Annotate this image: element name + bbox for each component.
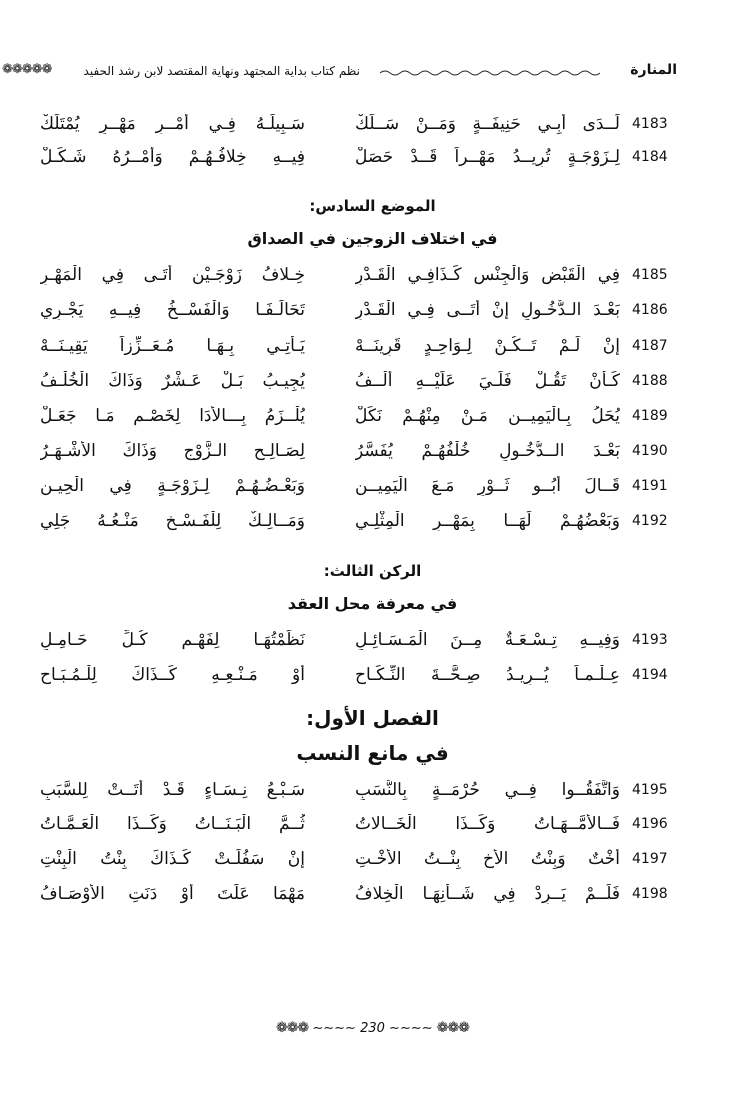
verse-row — [0, 404, 745, 436]
verse-number: 4187 — [632, 338, 668, 354]
first-hemistich: أُخْتٌ وَبِنْتُ الأَخِ بِنْــتُ الأُخْـتِ — [355, 849, 620, 869]
footer-ornament-left: ❁❁❁ — [276, 1020, 309, 1036]
verse-row — [0, 847, 745, 879]
second-hemistich: سَـبِيلَـهُ فِـي أَمْــرِ مَهْــرٍ يُمْتَلَكْ — [40, 114, 305, 134]
verse-number: 4192 — [632, 513, 668, 529]
verse-row — [0, 663, 745, 695]
verse-number: 4193 — [632, 632, 668, 648]
verse-row — [0, 298, 745, 330]
chapter-heading: الفصل الأول: — [306, 706, 439, 730]
wave-divider — [380, 68, 600, 78]
second-hemistich: نَظَمْتُهَـا لِفَهْـمِ كُـلِّ حَـامِـلِ — [40, 630, 305, 650]
footer-rule-left: ∼∼∼∼ — [312, 1021, 356, 1036]
first-hemistich: وَفِيــهِ تِـسْـعَـةٌ مِــنَ الْمَـسَـائِـلِ — [355, 630, 620, 650]
section-subheading: في اختلاف الزوجين في الصداق — [247, 229, 498, 248]
section-heading: الموضع السادس: — [309, 197, 436, 215]
verse-row — [0, 474, 745, 506]
verse-row — [0, 812, 745, 844]
first-hemistich: لِـزَوْجَـةٍ تُرِيــدُ مَهْــراً قَــدْ حَصَلْ — [355, 147, 620, 167]
second-hemistich: أَوْ مَـنْـعِـهِ كَــذَاكَ لِلْـمُـبَـاحِ — [40, 665, 305, 685]
verse-number: 4189 — [632, 408, 668, 424]
verse-number: 4188 — [632, 373, 668, 389]
second-hemistich: مَهْمَا عَلَتَ أَوْ دَنَتِ الأَوْصَـافُ — [40, 884, 305, 904]
second-hemistich: يُلْــزَمُ بِـــالأَدَا لِخَصْـمٍ مَـا جَعَـلْ — [40, 406, 305, 426]
verse-row — [0, 509, 745, 541]
footer-ornament-right: ❁❁❁ — [436, 1020, 469, 1036]
second-hemistich: يَـأْتِـي بِـهَـا مُـعَــزِّزاً يَقِيـنَــهْ — [40, 336, 305, 356]
verse-row — [0, 263, 745, 295]
verse-number: 4186 — [632, 302, 668, 318]
first-hemistich: فَــالأُمَّــهَـاتُ وَكَــذَا الْخَــالاتُ — [355, 814, 620, 834]
verse-row — [0, 439, 745, 471]
verse-row — [0, 369, 745, 401]
verse-number: 4197 — [632, 851, 668, 867]
second-hemistich: خِـلافُ زَوْجَـيْنِ أَتَـى فِي الْمَهْـرِ — [40, 265, 305, 285]
verse-number: 4195 — [632, 782, 668, 798]
first-hemistich: وَاتَّفَقُــوا فِــي حُرْمَــةٍ بِالنَّسَبِ — [355, 780, 620, 800]
first-hemistich: عِـلْـمـاً يُــرِيـدُ صِـحَّــةَ النِّـكَـاحِ — [355, 665, 620, 685]
first-hemistich: فَلَــمْ يَــرِدْ فِي شَــأْنِهَـا الْخِلافُ — [355, 884, 620, 904]
verse-row — [0, 145, 745, 177]
verse-number: 4183 — [632, 116, 668, 132]
first-hemistich: كَـأَنْ تَقُـلْ فَلَـيَ عَلَيْــهِ أَلْــفُ — [355, 371, 620, 391]
book-title: نظم كتاب بداية المجتهد ونهاية المقتصد لابن رشد الحفيد — [83, 64, 360, 78]
running-title: المنارة — [630, 62, 677, 78]
first-hemistich: إِنْ لَـمْ تَــكُـنْ لِـوَاحِـدٍ قَرِينَــهْ — [355, 336, 620, 356]
first-hemistich: قَــالَ أَبُــو ثَــوْرٍ مَـعَ الْيَمِيــنِ — [355, 476, 620, 496]
second-hemistich: سَـبْـعُ نِـسَـاءٍ قَـدْ أَتَــتْ لِلسَّبَبِ — [40, 780, 305, 800]
page-footer — [0, 1020, 745, 1036]
second-hemistich: تَحَالَـفَـا وَالْفَسْــخُ فِيــهِ يَجْـرِي — [40, 300, 305, 320]
verse-number: 4194 — [632, 667, 668, 683]
verse-row — [0, 882, 745, 914]
verse-row — [0, 334, 745, 366]
section-heading: الركن الثالث: — [323, 562, 422, 580]
second-hemistich: إِنْ سَفُلَـتْ كَـذَاكَ بِنْتُ الْبِنْتِ — [40, 849, 305, 869]
verse-number: 4198 — [632, 886, 668, 902]
chapter-subheading: في مانع النسب — [296, 741, 449, 765]
second-hemistich: فِيــهِ خِلافُـهُـمْ وَأَمْــرُهُ شَـكَـلْ — [40, 147, 305, 167]
second-hemistich: يُجِيـبُ بَـلْ عَـشْرٌ وَذَاكَ الْخُلْـفُ — [40, 371, 305, 391]
verse-row — [0, 112, 745, 144]
verse-row — [0, 778, 745, 810]
first-hemistich: وَبَعْضُهُـمْ لَهَــا بِمَهْــرِ الْمِثْلِـي — [355, 511, 620, 531]
first-hemistich: فِي الْقَبْضِ وَالْجِنْسِ كَـذَافِـي الْقَـدْرِ — [355, 265, 620, 285]
footer-rule-right: ∼∼∼∼ — [389, 1021, 433, 1036]
first-hemistich: بَعْـدَ الـدُّخُـولِ إِنْ أَتَــى فِـي الْقَـدْرِ — [355, 300, 620, 320]
verse-number: 4185 — [632, 267, 668, 283]
second-hemistich: لِصَـالِـحِ الـزَّوْجِ وَذَاكَ الأَشْـهَـرُ — [40, 441, 305, 461]
verse-number: 4191 — [632, 478, 668, 494]
second-hemistich: ثُــمَّ الْبَـنَــاتُ وَكَــذَا الْعَـمَّـاتُ — [40, 814, 305, 834]
first-hemistich: يُحَلُ بِـالْيَمِيــنِ مَـنْ مِنْهُـمْ نَكَلْ — [355, 406, 620, 426]
verse-number: 4196 — [632, 816, 668, 832]
second-hemistich: وَبَعْـضُـهُـمْ لِـزَوْجَـةٍ فِي الْحِيـنِ — [40, 476, 305, 496]
section-subheading: في معرفة محل العقد — [287, 594, 458, 613]
page-header — [0, 58, 745, 88]
first-hemistich: لَــدَى أَبِـي حَنِيفَــةٍ وَمَــنْ سَــلَكْ — [355, 114, 620, 134]
first-hemistich: بَعْـدَ الــدُّخُـولِ خُلْفُهُـمْ يُفَسَّرُ — [355, 441, 620, 461]
header-ornament: ❁❁❁❁❁ — [2, 62, 52, 77]
page-number: 230 — [360, 1021, 385, 1036]
verse-number: 4190 — [632, 443, 668, 459]
verse-number: 4184 — [632, 149, 668, 165]
verse-row — [0, 628, 745, 660]
second-hemistich: وَمَــالِـكٌ لِلْفَـسْـخِ مَنْـعُـهُ جَلِي — [40, 511, 305, 531]
